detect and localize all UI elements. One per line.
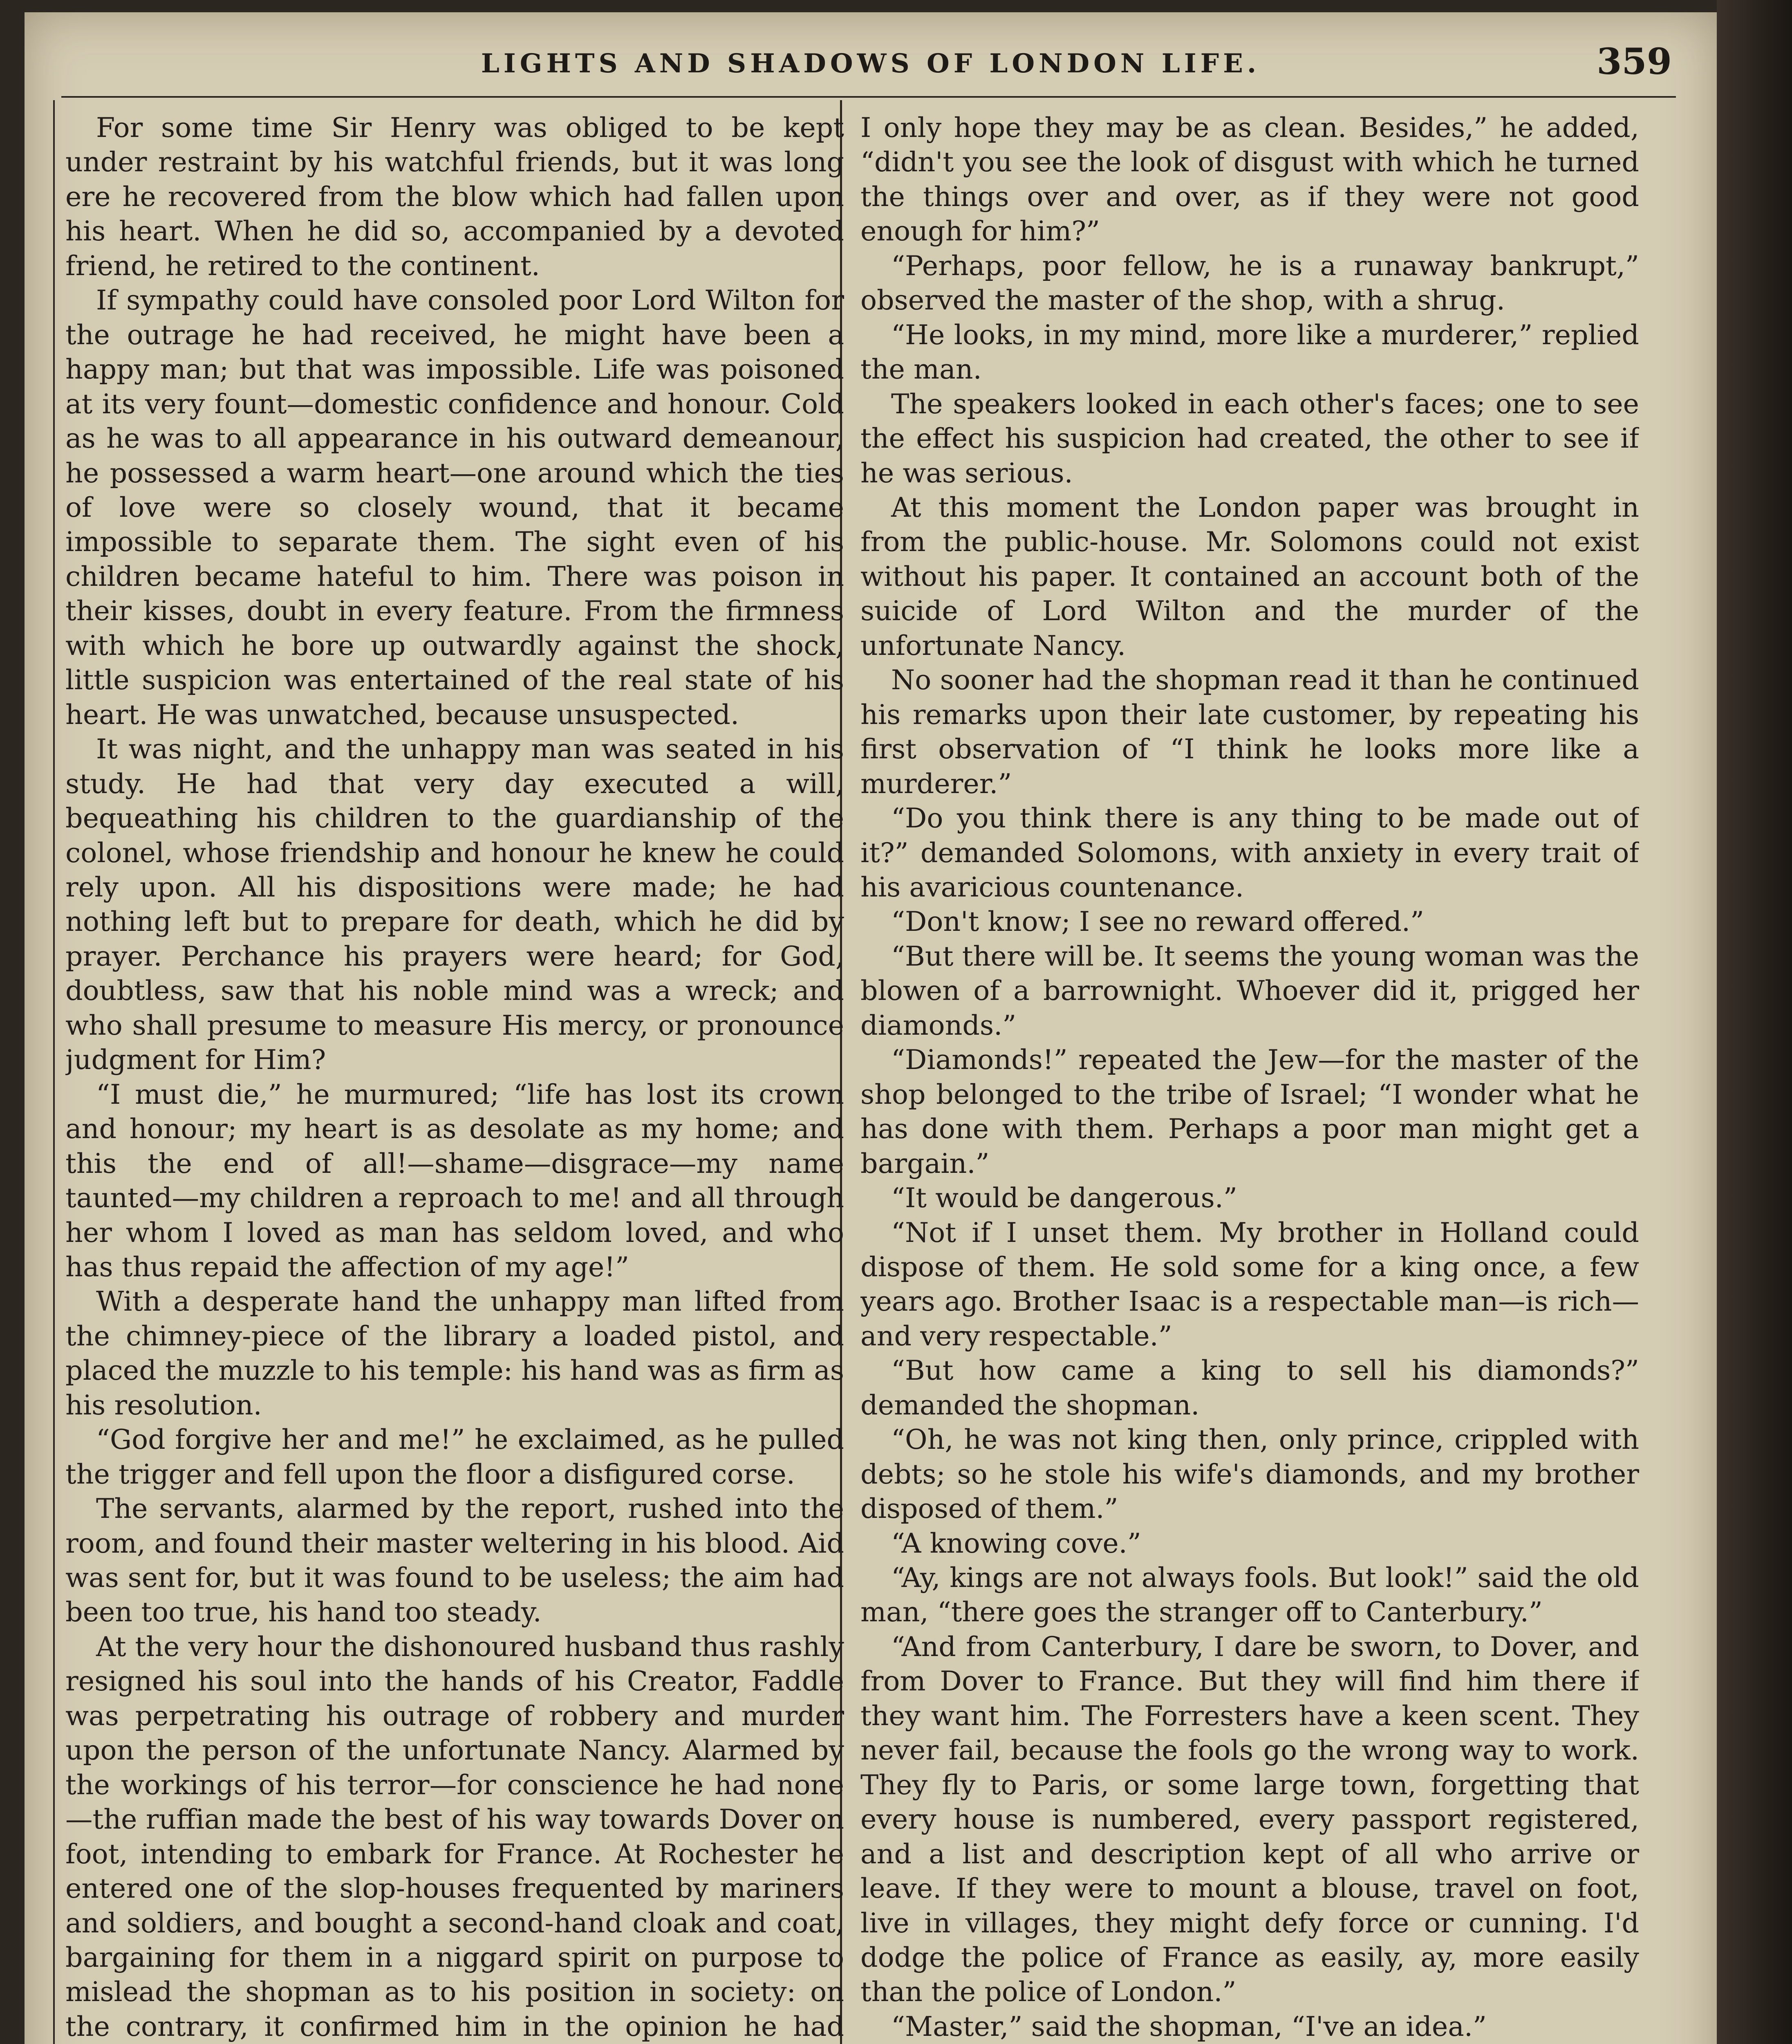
- paragraph: It was night, and the unhappy man was seated in his study. He had that very day executed a will, bequeathing his children to the guardianship of the colonel, whose friendship and honour he knew he could rely upon. All his dispositions were made; he had nothing left but to prepare for death, which he did by prayer. Perchance his prayers were heard; for God, doubtless, saw that his noble mind was a wreck; and who shall presume to measure His mercy, or pronounce judgment for Him?: [65, 733, 844, 1076]
- paragraph: “And from Canterbury, I dare be sworn, to Dover, and from Dover to France. But they will find him there if they want him. The Forresters have a keen scent. They never fail, because the fools go the wrong way to work. They fly to Paris, or some large town, forgetting that every house is numbered, every passport registered, and a list and description kept of all who arrive or leave. If they were to mount a blouse, travel on foot, live in villages, they might defy force or cunning. I'd dodge the police of France as easily, ay, more easily than the police of London.”: [860, 1630, 1639, 2008]
- paragraph: If sympathy could have consoled poor Lord Wilton for the outrage he had received, he might have been a happy man; but that was impossible. Life was poisoned at its very fount—domestic confidence and honour. Cold as he was to all appearance in his outward demeanour, he possessed a warm heart—one around which the ties of love were so closely wound, that it became impossible to separate them. The sight even of his children became hateful to him. There was poison in their kisses, doubt in every feature. From the firmness with which he bore up outwardly against the shock, little suspicion was entertained of the real state of his heart. He was unwatched, because unsuspected.: [65, 284, 844, 731]
- paragraph: For some time Sir Henry was obliged to be kept under restraint by his watchful friends, but it was long ere he recovered from the blow which had fallen upon his heart. When he did so, accompanied by a devoted friend, he retired to the continent.: [65, 112, 844, 282]
- paragraph: “But there will be. It seems the young woman was the blowen of a barrownight. Whoever did it, prigged her diamonds.”: [860, 940, 1639, 1041]
- paragraph: “God forgive her and me!” he exclaimed, as he pulled the trigger and fell upon the floor a disfigured corse.: [65, 1423, 844, 1490]
- left-border-rule: [53, 100, 55, 2044]
- header-rule: [61, 96, 1676, 98]
- paragraph: “He looks, in my mind, more like a murderer,” replied the man.: [860, 318, 1639, 385]
- paragraph: The speakers looked in each other's faces; one to see the effect his suspicion had created, the other to see if he was serious.: [860, 388, 1639, 489]
- paragraph: “Don't know; I see no reward offered.”: [891, 905, 1425, 938]
- paragraph: “But how came a king to sell his diamonds?” demanded the shopman.: [860, 1354, 1639, 1421]
- running-title: LIGHTS AND SHADOWS OF LONDON LIFE.: [481, 48, 1261, 79]
- paragraph: “Do you think there is any thing to be made out of it?” demanded Solomons, with anxiety in every trait of his avaricious countenance.: [860, 802, 1639, 903]
- paragraph: No sooner had the shopman read it than he continued his remarks upon their late customer, by repeating his first observation of “I think he looks more like a murderer.”: [860, 664, 1639, 800]
- page-number: 359: [1597, 40, 1672, 83]
- paragraph: “It would be dangerous.”: [891, 1182, 1237, 1214]
- paragraph: “Perhaps, poor fellow, he is a runaway bankrupt,” observed the master of the shop, with a shrug.: [860, 249, 1639, 316]
- paragraph: “Ay, kings are not always fools. But look!” said the old man, “there goes the stranger off to Canterbury.”: [860, 1562, 1639, 1628]
- paragraph: “I must die,” he murmured; “life has lost its crown and honour; my heart is as desolate as my home; and this the end of all!—shame—disgrace—my name taunted—my children a reproach to me! and all through her whom I loved as man has seldom loved, and who has thus repaid the affection of my age!”: [65, 1078, 844, 1283]
- paragraph: The servants, alarmed by the report, rushed into the room, and found their master weltering in his blood. Aid was sent for, but it was found to be useless; the aim had been too true, his hand too steady.: [65, 1493, 844, 1628]
- page-gutter-shadow: [1717, 0, 1792, 2044]
- paragraph: “Not if I unset them. My brother in Holland could dispose of them. He sold some for a king once, a few years ago. Brother Isaac is a respectable man—is rich—and very respectable.”: [860, 1216, 1639, 1352]
- paragraph: “A knowing cove.”: [891, 1527, 1141, 1559]
- paragraph: I only hope they may be as clean. Besides,” he added, “didn't you see the look of disgust with which he turned the things over and over, as if they were not good enough for him?”: [860, 112, 1639, 247]
- paragraph: “Diamonds!” repeated the Jew—for the master of the shop belonged to the tribe of Israel; “I wonder what he has done with them. Perhaps a poor man might get a bargain.”: [860, 1044, 1639, 1179]
- left-column: [65, 110, 844, 2044]
- paragraph: “Oh, he was not king then, only prince, crippled with debts; so he stole his wife's diamonds, and my brother disposed of them.”: [860, 1423, 1639, 1525]
- newspaper-page: [25, 12, 1717, 2044]
- right-column: [860, 110, 1639, 2044]
- paragraph: “Master,” said the shopman, “I've an idea.”: [891, 2010, 1487, 2042]
- page-header: [69, 37, 1672, 94]
- paragraph: At the very hour the dishonoured husband thus rashly resigned his soul into the hands of his Creator, Faddle was perpetrating his outrage of robbery and murder upon the person of the unfortunate Nancy. Alarmed by the workings of his terror—for conscience he had none—the ruffian made the best of his way towards Dover on foot, intending to embark for France. At Rochester he entered one of the slop-houses frequented by mariners and soldiers, and bought a second-hand cloak and coat, bargaining for them in a niggard spirit on purpose to mislead the shopman as to his position in society: on the contrary, it confirmed him in the opinion he had: [65, 1630, 844, 2042]
- paragraph: At this moment the London paper was brought in from the public-house. Mr. Solomons could not exist without his paper. It contained an account both of the suicide of Lord Wilton and the murder of the unfortunate Nancy.: [860, 491, 1639, 661]
- paragraph: With a desperate hand the unhappy man lifted from the chimney-piece of the library a loaded pistol, and placed the muzzle to his temple: his hand was as firm as his resolution.: [65, 1285, 844, 1421]
